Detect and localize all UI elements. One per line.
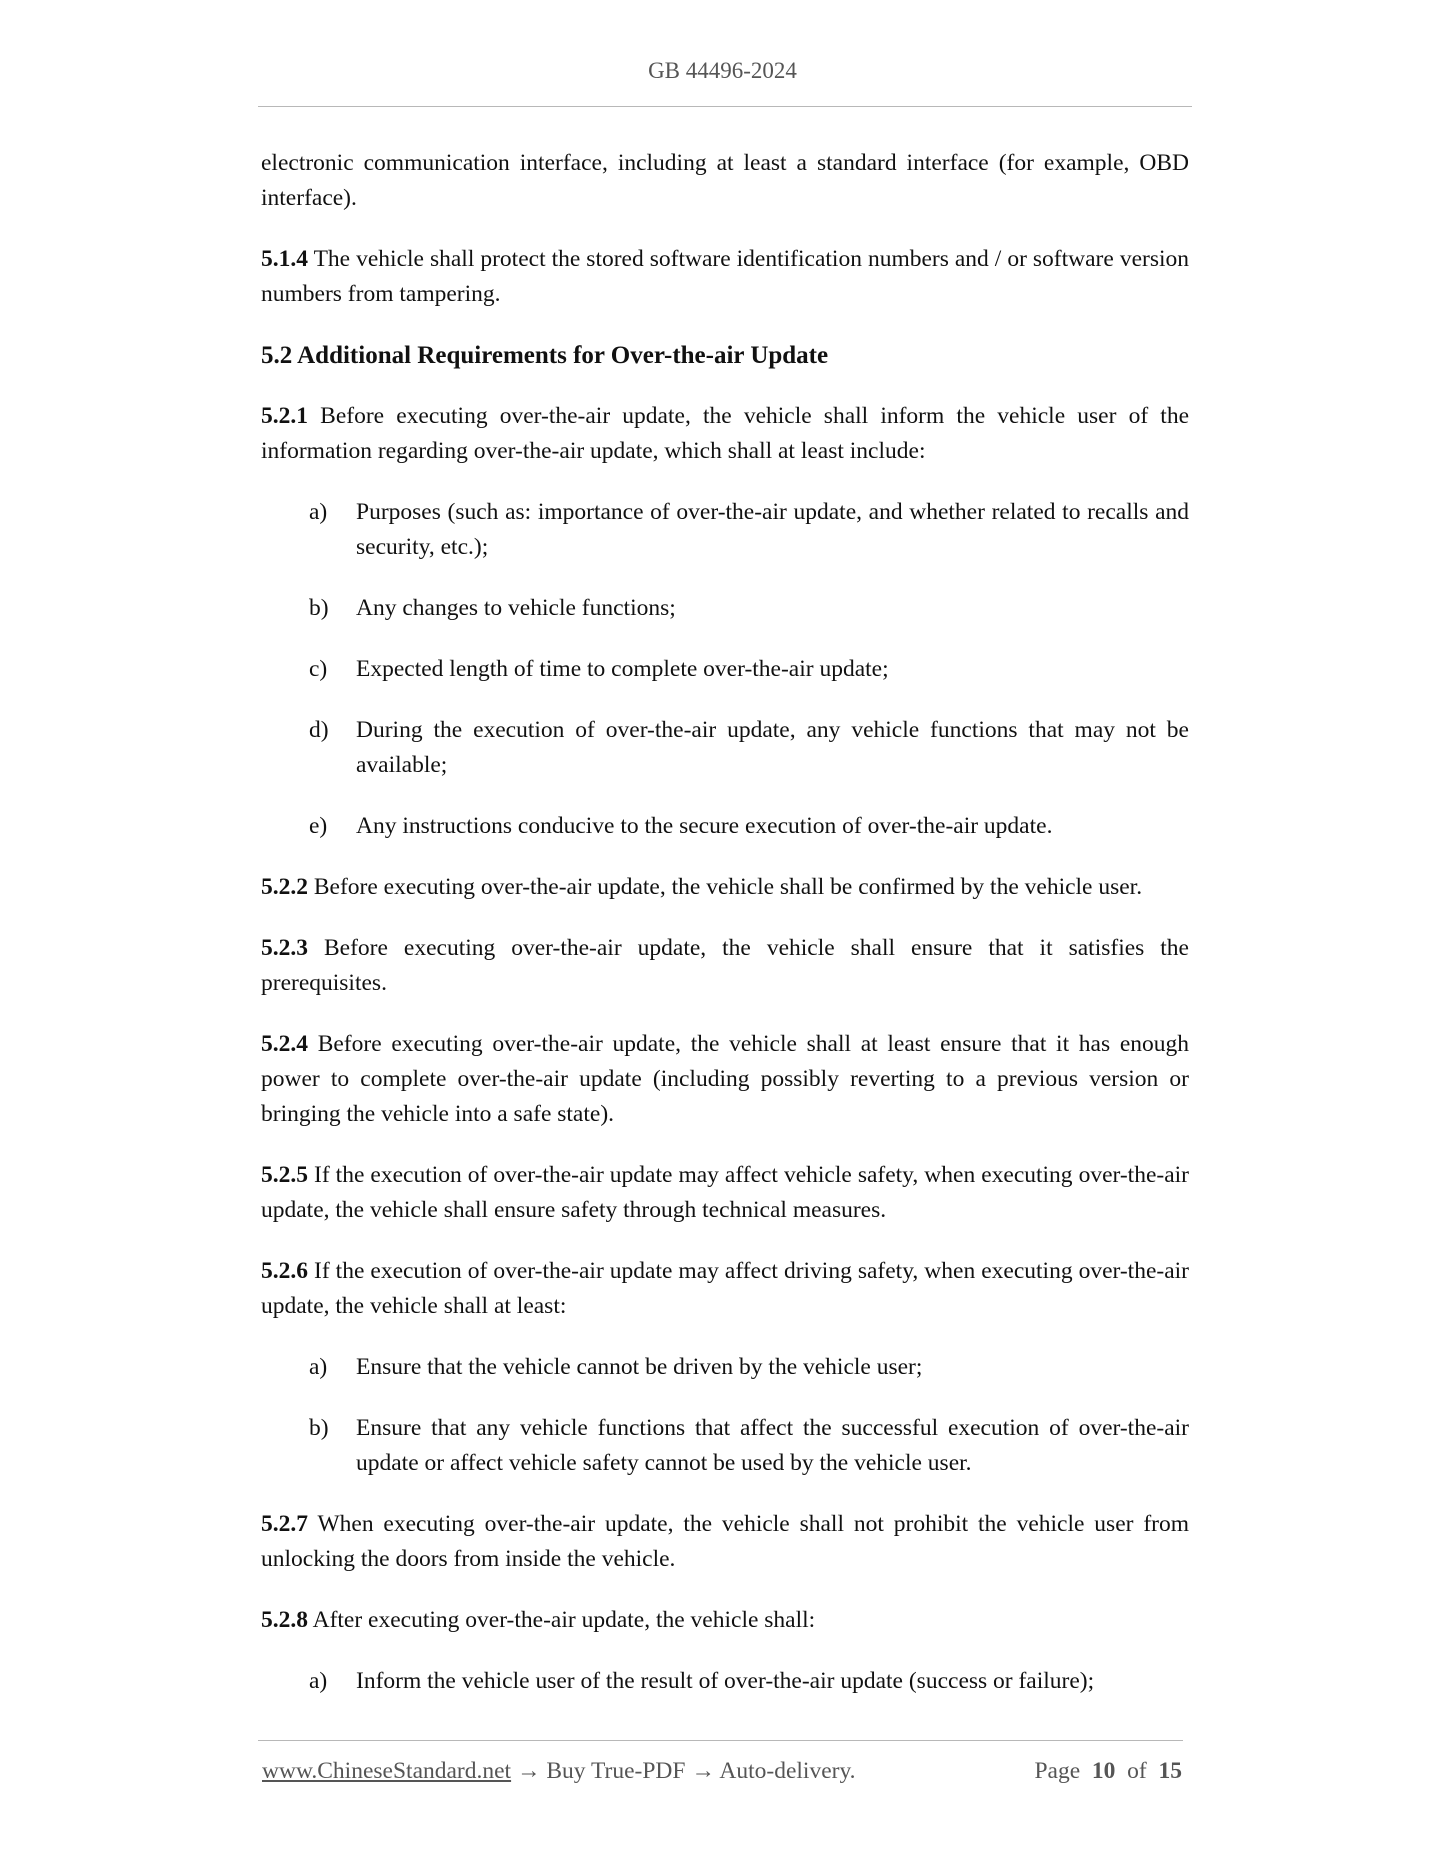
clause-paragraph — [261, 931, 1189, 1001]
list-item-text: During the execution of over-the-air update, any vehicle functions that may not be available; — [356, 717, 1189, 778]
clause-paragraph — [261, 1158, 1189, 1228]
list-item-letter: a) — [309, 1668, 328, 1694]
list-item — [309, 1664, 1189, 1699]
clause-text: electronic communication interface, including at least a standard interface (for example, OBD interface). — [261, 150, 1189, 211]
clause-number: 5.1.4 — [261, 246, 308, 272]
list-item — [309, 1411, 1189, 1481]
list-item-text: Ensure that the vehicle cannot be driven by the vehicle user; — [356, 1354, 923, 1380]
footer-tagline: → Buy True-PDF → Auto-delivery. — [511, 1758, 856, 1784]
clause-paragraph — [261, 1254, 1189, 1324]
page-indicator — [1034, 1758, 1182, 1785]
list-item-text: Inform the vehicle user of the result of over-the-air update (success or failure); — [356, 1668, 1095, 1694]
of-label: of — [1127, 1758, 1147, 1784]
clause-number: 5.2.4 — [261, 1031, 308, 1057]
list-item — [309, 591, 1189, 626]
clause-paragraph — [261, 1507, 1189, 1577]
list-item-letter: a) — [309, 1354, 328, 1380]
list-item — [309, 1350, 1189, 1385]
clause-number: 5.2.5 — [261, 1162, 308, 1188]
clause-paragraph — [261, 242, 1189, 312]
clause-text: Before executing over-the-air update, the vehicle shall be confirmed by the vehicle user. — [313, 874, 1143, 900]
list-item-text: Ensure that any vehicle functions that affect the successful execution of over-the-air update or affect vehicle safety cannot be used by the vehicle user. — [356, 1415, 1189, 1476]
list-item-letter: b) — [309, 595, 329, 621]
clause-number: 5.2.1 — [261, 403, 308, 429]
list-item — [309, 809, 1189, 844]
page-number: 10 — [1091, 1758, 1116, 1784]
clause-number: 5.2.2 — [261, 874, 308, 900]
clause-paragraph — [261, 1603, 1189, 1638]
list-item — [309, 713, 1189, 783]
page-label: Page — [1034, 1758, 1081, 1784]
clause-number: 5.2.7 — [261, 1511, 308, 1537]
document-body — [261, 146, 1189, 1725]
page-footer — [262, 1758, 1182, 1785]
clause-paragraph — [261, 146, 1189, 216]
footer-left — [262, 1758, 856, 1785]
list-item-text: Any instructions conducive to the secure execution of over-the-air update. — [356, 813, 1053, 839]
list-item-text: Purposes (such as: importance of over-the-air update, and whether related to recalls and security, etc.); — [356, 499, 1189, 560]
page-total: 15 — [1158, 1758, 1182, 1784]
clause-paragraph — [261, 399, 1189, 469]
clause-text: Before executing over-the-air update, the vehicle shall at least ensure that it has enough power to complete over-the-air update (including possibly reverting to a previous version or bringing the vehicle into a safe state). — [261, 1031, 1190, 1127]
footer-divider — [258, 1740, 1183, 1741]
section-heading: 5.2 Additional Requirements for Over-the-air Update — [261, 342, 829, 369]
chinesestandard-link[interactable]: www.ChineseStandard.net — [262, 1758, 512, 1784]
clause-text: The vehicle shall protect the stored software identification numbers and / or software version numbers from tampering. — [261, 246, 1189, 307]
list-item — [309, 495, 1189, 565]
clause-number: 5.2.3 — [261, 935, 308, 961]
list-item-letter: a) — [309, 499, 328, 525]
list-item-letter: d) — [309, 717, 329, 743]
clause-text: After executing over-the-air update, the vehicle shall: — [312, 1607, 816, 1633]
page-header-title: GB 44496-2024 — [648, 58, 797, 83]
clause-paragraph — [261, 1027, 1189, 1132]
clause-text: Before executing over-the-air update, the vehicle shall ensure that it satisfies the prerequisites. — [261, 935, 1189, 996]
list-item-text: Expected length of time to complete over-the-air update; — [356, 656, 889, 682]
clause-text: If the execution of over-the-air update may affect driving safety, when executing over-the-air update, the vehicle shall at least: — [261, 1258, 1190, 1319]
clause-paragraph — [261, 870, 1189, 905]
clause-text: Before executing over-the-air update, the vehicle shall inform the vehicle user of the information regarding over-the-air update, which shall at least include: — [261, 403, 1190, 464]
clause-text: When executing over-the-air update, the vehicle shall not prohibit the vehicle user from unlocking the doors from inside the vehicle. — [261, 1511, 1190, 1572]
list-item-text: Any changes to vehicle functions; — [356, 595, 676, 621]
clause-number: 5.2.8 — [261, 1607, 308, 1633]
list-item-letter: c) — [309, 656, 328, 682]
list-item — [309, 652, 1189, 687]
list-item-letter: e) — [309, 813, 328, 839]
header-divider — [258, 106, 1192, 107]
list-item-letter: b) — [309, 1415, 329, 1441]
clause-number: 5.2.6 — [261, 1258, 308, 1284]
clause-text: If the execution of over-the-air update may affect vehicle safety, when executing over-the-air update, the vehicle shall ensure safety through technical measures. — [261, 1162, 1190, 1223]
